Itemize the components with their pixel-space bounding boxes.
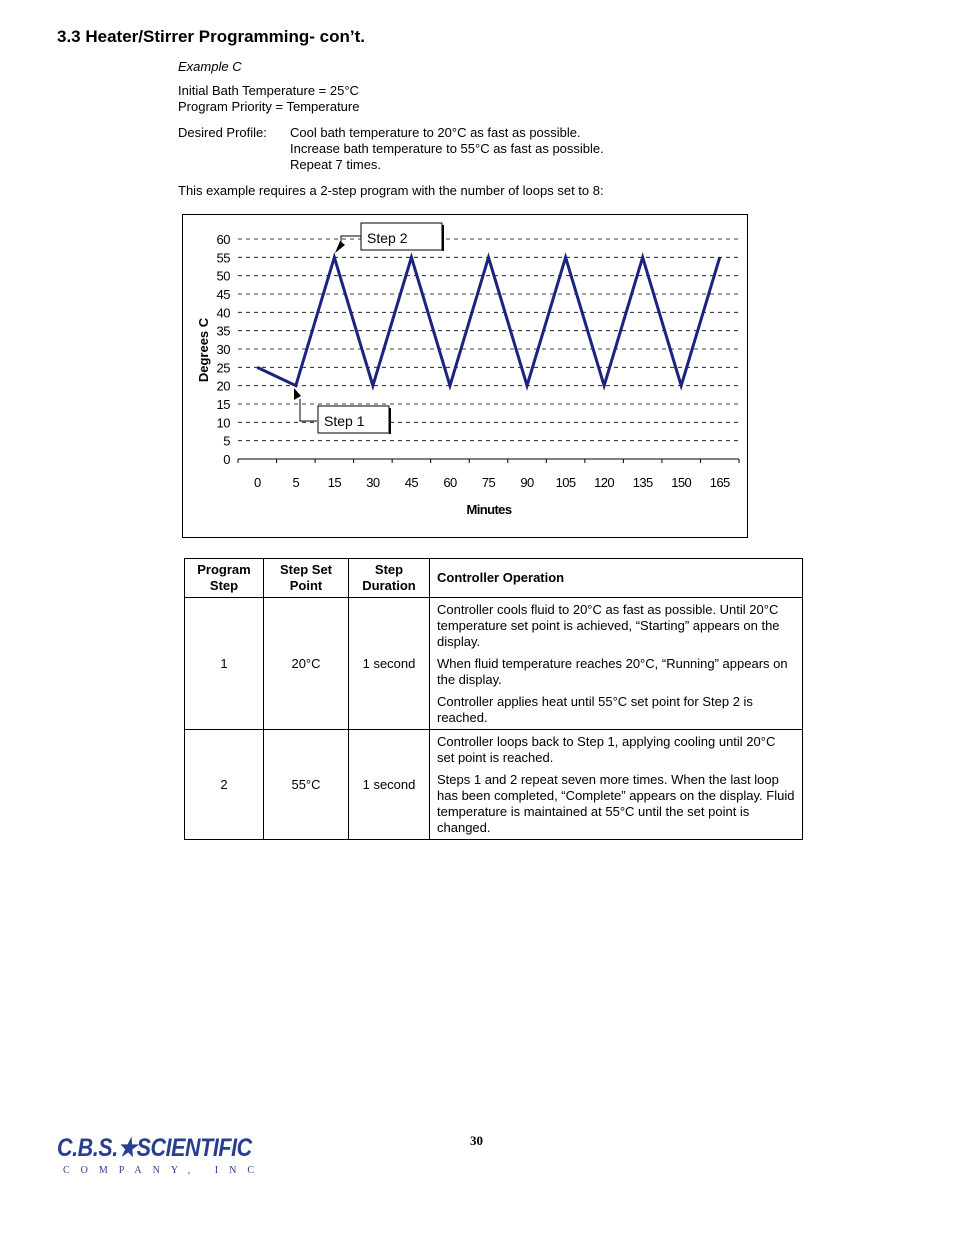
operation-paragraph: Controller loops back to Step 1, applying cooling until 20°C set point is reached. [437, 733, 776, 765]
x-tick-label: 0 [253, 475, 261, 490]
header-program-step: Program Step [185, 559, 264, 598]
x-tick-label: 105 [555, 475, 576, 490]
y-axis-label: Degrees C [196, 317, 211, 383]
x-tick-label: 165 [709, 475, 730, 490]
step2-arrowhead [335, 241, 345, 253]
initial-line: Initial Bath Temperature = 25°C [178, 83, 359, 98]
step2-callout [335, 223, 443, 253]
y-tick-label: 25 [216, 360, 230, 376]
program-table [184, 558, 803, 840]
step1-arrowhead [294, 388, 301, 400]
y-tick-label: 30 [216, 342, 230, 357]
operation-paragraph: When fluid temperature reaches 20°C, “Running” appears on the display. [437, 655, 788, 687]
requires-text: This example requires a 2-step program with the number of loops set to 8: [178, 183, 604, 198]
cell-step: 1 [185, 598, 264, 730]
y-tick-label: 35 [216, 323, 230, 339]
desired-profile-label: Desired Profile: [178, 125, 267, 140]
x-axis [238, 459, 739, 463]
page-number: 30 [470, 1133, 483, 1148]
cell-duration: 1 second [349, 730, 430, 840]
temperature-chart [182, 214, 748, 538]
cell-step: 2 [185, 730, 264, 840]
x-tick-label: 90 [520, 475, 534, 490]
x-tick-label: 135 [632, 475, 653, 490]
cell-operation [430, 598, 803, 730]
operation-paragraph: Steps 1 and 2 repeat seven more times. When the last loop has been completed, “Complete” appears on the display. Fluid temperature is maintained at 55°C until the set point is changed. [437, 771, 795, 835]
y-tick-label: 15 [216, 397, 230, 412]
y-tick-label: 60 [216, 232, 230, 247]
y-tick-label: 55 [216, 250, 230, 266]
desired-line: Increase bath temperature to 55°C as fast as possible. [290, 141, 604, 156]
y-tick-label: 10 [216, 415, 230, 431]
section-heading: 3.3 Heater/Stirrer Programming- con’t. [57, 27, 365, 46]
cell-setpoint: 55°C [264, 730, 349, 840]
y-tick-label: 50 [216, 268, 230, 284]
company-logo [57, 1133, 283, 1176]
initial-line: Program Priority = Temperature [178, 99, 360, 114]
x-tick-label: 120 [594, 475, 615, 490]
y-tick-label: 45 [216, 287, 230, 302]
x-tick-label: 45 [404, 475, 419, 490]
logo-subtitle: COMPANY, INC [63, 1165, 266, 1176]
chart-svg [183, 215, 747, 537]
temperature-series-line [257, 257, 719, 385]
operation-paragraph: Controller cools fluid to 20°C as fast as possible. Until 20°C temperature set point is achieved, “Starting” appears on the display. [437, 601, 780, 649]
y-tick-label: 5 [223, 433, 230, 449]
header-controller-operation: Controller Operation [430, 559, 803, 598]
cell-setpoint: 20°C [264, 598, 349, 730]
table-header-row [185, 559, 803, 598]
step2-label: Step 2 [367, 230, 408, 246]
x-axis-label: Minutes [466, 502, 512, 517]
y-tick-label: 40 [216, 305, 230, 321]
x-tick-label: 15 [327, 475, 341, 490]
x-tick-label: 150 [671, 475, 692, 490]
cell-operation [430, 730, 803, 840]
desired-line: Repeat 7 times. [290, 157, 382, 172]
header-step-duration: Step Duration [349, 559, 430, 598]
desired-line: Cool bath temperature to 20°C as fast as possible. [290, 125, 581, 140]
step1-callout [294, 388, 390, 434]
operation-paragraph: Controller applies heat until 55°C set point for Step 2 is reached. [437, 693, 753, 725]
x-tick-label: 75 [481, 475, 496, 490]
x-tick-label: 5 [292, 475, 300, 490]
table-row [185, 730, 803, 840]
y-tick-label: 0 [223, 452, 230, 467]
step2-leader-line [341, 236, 361, 243]
x-tick-label: 30 [366, 475, 380, 490]
desired-profile-lines [290, 125, 604, 173]
y-tick-label: 20 [216, 378, 230, 394]
step1-label: Step 1 [324, 413, 365, 429]
step1-leader-line [300, 399, 317, 421]
initial-conditions [178, 83, 359, 115]
logo-wordmark: C.B.S.★SCIENTIFIC [57, 1134, 252, 1162]
cell-duration: 1 second [349, 598, 430, 730]
header-step-set-point: Step Set Point [264, 559, 349, 598]
table-row [185, 598, 803, 730]
x-tick-label: 60 [443, 475, 457, 490]
example-label: Example C [178, 59, 242, 74]
